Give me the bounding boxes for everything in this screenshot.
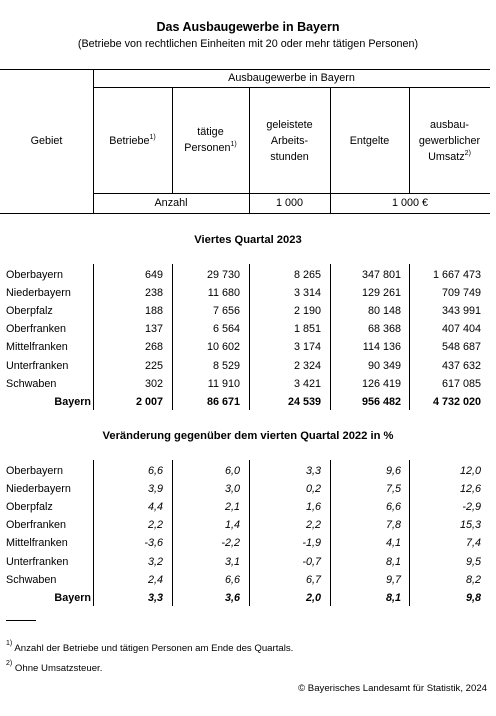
cell-value: 3 421	[293, 377, 321, 390]
section-heading: Viertes Quartal 2023	[194, 234, 302, 246]
cell-value: 80 148	[367, 305, 401, 318]
cell-value: 3,1	[224, 555, 240, 568]
header-col-arbeitsstunden	[249, 117, 330, 165]
cell-value: 6,0	[224, 465, 240, 477]
cell-value: 225	[144, 359, 163, 372]
footnote-1	[6, 640, 294, 654]
table-row	[0, 320, 496, 338]
header-col-stunden-line3: stunden	[270, 151, 309, 163]
cell-value: 437 632	[441, 359, 481, 372]
cell-value: 2,1	[224, 501, 240, 514]
row-area-label: Oberpfalz	[6, 501, 53, 514]
footnote-text: Anzahl der Betriebe und tätigen Personen am Ende des Quartals.	[14, 643, 294, 654]
row-area-label: Mittelfranken	[6, 341, 68, 354]
row-area-label: Schwaben	[6, 377, 57, 390]
cell-value: 3,3	[305, 465, 321, 477]
cell-value: 1 851	[293, 323, 321, 336]
group-header-rule	[93, 87, 490, 88]
row-area-label: Bayern	[54, 395, 91, 408]
cell-value: 7,5	[385, 483, 401, 496]
cell-value: 6,6	[147, 465, 163, 477]
cell-value: 956 482	[361, 395, 401, 408]
row-area-label: Oberpfalz	[6, 305, 53, 318]
cell-value: 7,8	[385, 519, 401, 532]
table-row	[0, 462, 496, 480]
cell-value: 9,6	[385, 465, 401, 477]
footnote-mark: 1)	[6, 640, 13, 647]
row-area-label: Oberbayern	[6, 465, 64, 477]
table-row-total	[0, 589, 496, 607]
table-row	[0, 284, 496, 302]
cell-value: 548 687	[441, 341, 481, 354]
cell-value: 11 680	[207, 287, 240, 300]
row-area-label: Mittelfranken	[6, 537, 68, 550]
cell-value: 3,3	[147, 591, 163, 604]
cell-value: 12,0	[459, 465, 481, 477]
cell-value: 11 910	[207, 377, 240, 390]
cell-value: -2,9	[462, 501, 481, 514]
table-row	[0, 302, 496, 320]
cell-value: 3,0	[224, 483, 240, 496]
cell-value: 302	[144, 377, 163, 390]
cell-value: 15,3	[459, 519, 481, 532]
footnote-mark: 2)	[6, 660, 13, 667]
cell-value: 3,9	[147, 483, 163, 496]
header-col-umsatz-line3: Umsatz	[428, 151, 465, 163]
document-subtitle: (Betriebe von rechtlichen Einheiten mit 20 oder mehr tätigen Personen)	[77, 38, 419, 50]
cell-value: 3 314	[293, 287, 321, 300]
header-col-entgelte: Entgelte	[349, 135, 390, 147]
cell-value: 4,1	[385, 537, 401, 550]
row-area-label: Oberfranken	[6, 323, 67, 336]
row-area-label: Unterfranken	[6, 555, 69, 568]
row-area-label: Unterfranken	[6, 359, 69, 372]
cell-value: 347 801	[361, 269, 401, 281]
units-top-rule	[93, 193, 490, 194]
header-col-betriebe	[93, 133, 172, 149]
table-row	[0, 571, 496, 589]
table-row	[0, 553, 496, 571]
cell-value: 649	[144, 269, 163, 281]
header-col-umsatz	[409, 117, 490, 165]
unit-tausend-eur: 1 000 €	[391, 197, 429, 209]
cell-value: 114 136	[362, 341, 401, 354]
cell-value: -0,7	[302, 555, 321, 568]
cell-value: 1,6	[305, 501, 321, 514]
cell-value: 6 564	[212, 323, 240, 336]
cell-value: 6,6	[224, 573, 240, 586]
footnote-2	[6, 660, 103, 674]
cell-value: 1 667 473	[432, 269, 481, 281]
cell-value: 3 174	[293, 341, 321, 354]
cell-value: 8 265	[293, 269, 321, 281]
cell-value: 86 671	[206, 395, 240, 408]
cell-value: 137	[144, 323, 163, 336]
cell-value: 90 349	[367, 359, 401, 372]
cell-value: 238	[144, 287, 163, 300]
cell-value: 0,2	[305, 483, 321, 496]
table-row	[0, 516, 496, 534]
cell-value: 10 602	[206, 341, 240, 354]
cell-value: 129 261	[361, 287, 401, 300]
cell-value: 3,2	[147, 555, 163, 568]
cell-value: 9,7	[385, 573, 401, 586]
copyright: © Bayerisches Landesamt für Statistik, 2024	[298, 683, 487, 694]
header-bottom-rule	[0, 213, 490, 214]
row-area-label: Schwaben	[6, 573, 57, 586]
unit-tausend: 1 000	[275, 197, 304, 209]
cell-value: 2 007	[135, 395, 163, 408]
section-heading: Veränderung gegenüber dem vierten Quartal 2022 in %	[102, 430, 394, 442]
footnote-ref: 2)	[464, 150, 471, 157]
cell-value: 7,4	[465, 537, 481, 550]
table-row	[0, 266, 496, 284]
cell-value: 8 529	[212, 359, 240, 372]
cell-value: 268	[144, 341, 163, 354]
row-area-label: Bayern	[54, 591, 91, 604]
header-col-betriebe-label: Betriebe	[109, 135, 150, 147]
cell-value: 2 324	[293, 359, 321, 372]
cell-value: 4 732 020	[432, 395, 481, 408]
cell-value: 2,0	[305, 591, 321, 604]
header-col-personen	[172, 124, 249, 156]
cell-value: 8,1	[385, 591, 401, 604]
row-area-label: Oberbayern	[6, 269, 64, 281]
header-gebiet: Gebiet	[30, 135, 63, 147]
cell-value: 2,4	[147, 573, 163, 586]
cell-value: 9,5	[465, 555, 481, 568]
table-row-total	[0, 393, 496, 411]
cell-value: 6,6	[385, 501, 401, 514]
header-col-stunden-line1: geleistete	[266, 119, 313, 131]
header-col-umsatz-line1: ausbau-	[429, 119, 470, 131]
table-row	[0, 498, 496, 516]
table-row	[0, 338, 496, 356]
cell-value: 617 085	[441, 377, 481, 390]
row-area-label: Oberfranken	[6, 519, 67, 532]
footnote-ref: 1)	[149, 134, 156, 141]
cell-value: 4,4	[147, 501, 163, 514]
cell-value: -3,6	[144, 537, 163, 550]
unit-anzahl: Anzahl	[154, 197, 188, 209]
table-row	[0, 375, 496, 393]
cell-value: 2 190	[293, 305, 321, 318]
cell-value: -2,2	[221, 537, 240, 550]
cell-value: 24 539	[287, 395, 321, 408]
table-row	[0, 480, 496, 498]
cell-value: 9,8	[465, 591, 481, 604]
cell-value: 68 368	[367, 323, 401, 336]
row-area-label: Niederbayern	[6, 483, 71, 496]
cell-value: 3,6	[224, 591, 240, 604]
header-col-personen-line2: Personen	[184, 142, 231, 154]
footnote-separator	[6, 620, 36, 621]
header-col-personen-line1: tätige	[197, 126, 224, 138]
cell-value: 8,2	[465, 573, 481, 586]
cell-value: 1,4	[224, 519, 240, 532]
table-row	[0, 357, 496, 375]
cell-value: 8,1	[385, 555, 401, 568]
cell-value: 6,7	[305, 573, 321, 586]
cell-value: 7 656	[212, 305, 240, 318]
cell-value: 188	[144, 305, 163, 318]
row-area-label: Niederbayern	[6, 287, 71, 300]
table-row	[0, 534, 496, 552]
document-title: Das Ausbaugewerbe in Bayern	[156, 20, 340, 34]
cell-value: 126 419	[361, 377, 401, 390]
header-group-title: Ausbaugewerbe in Bayern	[228, 72, 355, 84]
footnote-text: Ohne Umsatzsteuer.	[14, 663, 103, 674]
cell-value: 709 749	[441, 287, 481, 300]
header-col-stunden-line2: Arbeits-	[270, 135, 309, 147]
footnote-ref: 1)	[230, 141, 237, 148]
header-col-umsatz-line2: gewerblicher	[418, 135, 481, 147]
cell-value: -1,9	[302, 537, 321, 550]
cell-value: 407 404	[441, 323, 481, 336]
cell-value: 343 991	[441, 305, 481, 318]
cell-value: 2,2	[147, 519, 163, 532]
cell-value: 29 730	[206, 269, 240, 281]
cell-value: 12,6	[459, 483, 481, 496]
cell-value: 2,2	[305, 519, 321, 532]
